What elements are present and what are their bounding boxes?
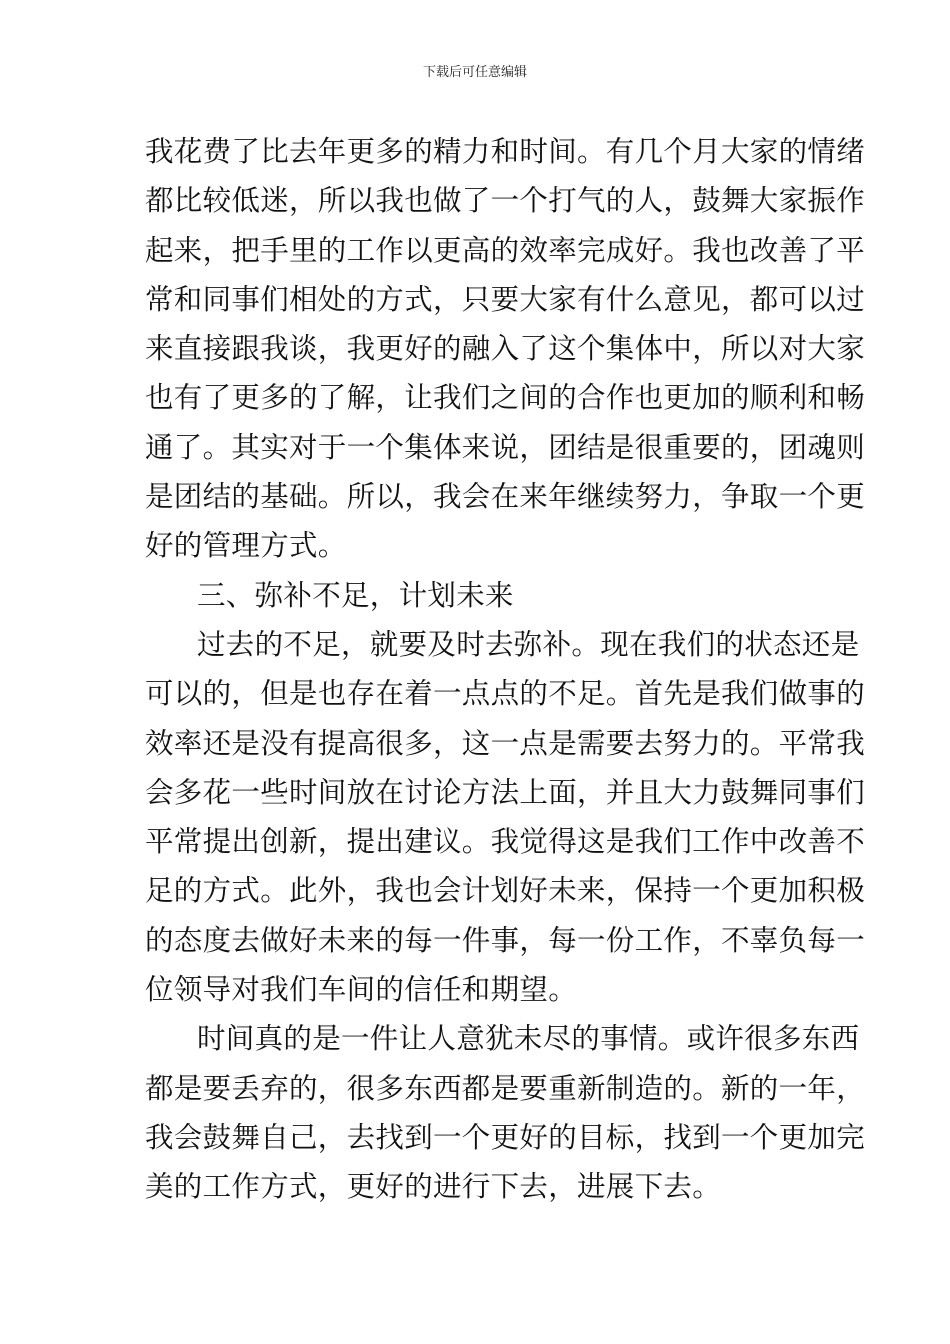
text-line: 来直接跟我谈，我更好的融入了这个集体中，所以对大家 (145, 332, 866, 366)
text-line: 会多花一些时间放在讨论方法上面，并且大力鼓舞同事们 (145, 775, 866, 809)
text-line: 平常提出创新，提出建议。我觉得这是我们工作中改善不 (145, 825, 866, 859)
text-line: 是团结的基础。所以，我会在来年继续努力，争取一个更 (145, 480, 866, 514)
text-line: 好的管理方式。 (145, 529, 347, 563)
text-line: 常和同事们相处的方式，只要大家有什么意见，都可以过 (145, 282, 866, 316)
text-line: 我会鼓舞自己，去找到一个更好的目标，找到一个更加完 (145, 1120, 866, 1154)
text-line: 足的方式。此外，我也会计划好未来，保持一个更加积极 (145, 874, 866, 908)
text-line: 通了。其实对于一个集体来说，团结是很重要的，团魂则 (145, 430, 866, 464)
section-heading: 三、弥补不足，计划未来 (197, 578, 514, 612)
text-line: 效率还是没有提高很多，这一点是需要去努力的。平常我 (145, 726, 866, 760)
text-line: 位领导对我们车间的信任和期望。 (145, 973, 578, 1007)
text-line: 起来，把手里的工作以更高的效率完成好。我也改善了平 (145, 233, 866, 267)
text-line: 可以的，但是也存在着一点点的不足。首先是我们做事的 (145, 677, 866, 711)
text-line: 都是要丢弃的，很多东西都是要重新制造的。新的一年， (145, 1071, 866, 1105)
text-line: 我花费了比去年更多的精力和时间。有几个月大家的情绪 (145, 135, 866, 168)
paragraph-first-line: 时间真的是一件让人意犹未尽的事情。或许很多东西 (197, 1022, 860, 1056)
paragraph-first-line: 过去的不足，就要及时去弥补。现在我们的状态还是 (197, 627, 860, 661)
text-line: 都比较低迷，所以我也做了一个打气的人，鼓舞大家振作 (145, 184, 866, 218)
text-line: 美的工作方式，更好的进行下去，进展下去。 (145, 1170, 722, 1204)
page-header-note: 下载后可任意编辑 (422, 65, 527, 80)
document-body (145, 127, 866, 1212)
text-line: 也有了更多的了解，让我们之间的合作也更加的顺利和畅 (145, 381, 866, 415)
text-line: 的态度去做好未来的每一件事，每一份工作，不辜负每一 (145, 923, 866, 957)
